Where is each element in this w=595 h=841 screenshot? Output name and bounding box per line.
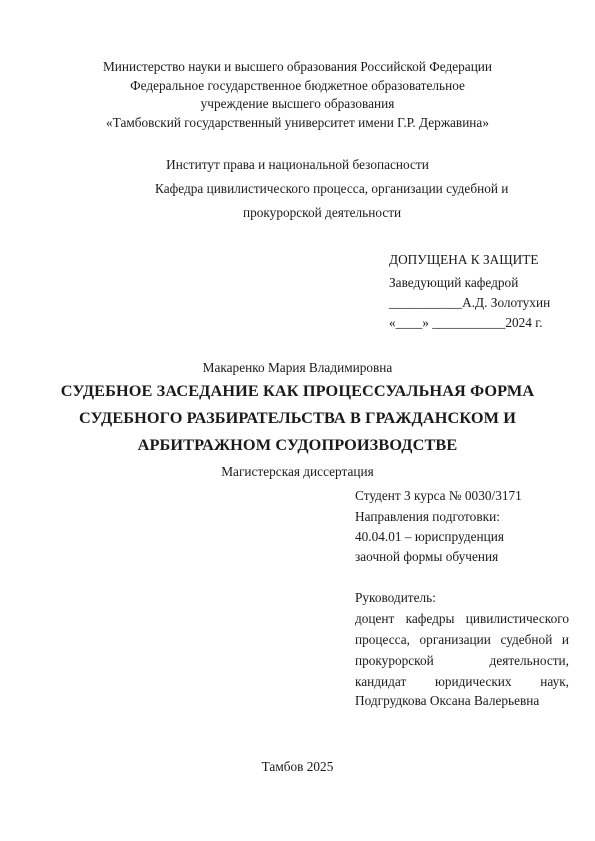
city-year: Тамбов 2025: [261, 759, 334, 774]
approval-title: ДОПУЩЕНА К ЗАЩИТЕ: [389, 252, 539, 267]
approval-role: Заведующий кафедрой: [389, 275, 519, 290]
work-type: Магистерская диссертация: [221, 464, 374, 479]
institute-name: Институт права и национальной безопасности: [166, 157, 429, 172]
supervisor-name: Подгрудкова Оксана Валерьевна: [355, 693, 540, 708]
institution-line-1: Федеральное государственное бюджетное образовательное: [130, 78, 465, 93]
study-form: заочной формы обучения: [355, 549, 499, 564]
student-course: Студент 3 курса № 0030/3171: [355, 488, 522, 503]
department-line-2: прокурорской деятельности: [243, 205, 402, 220]
supervisor-position-line-2: процесса, организации судебной и: [355, 632, 569, 647]
department-line-1: Кафедра цивилистического процесса, организации судебной и: [155, 181, 509, 196]
supervisor-position-line-1: доцент кафедры цивилистического: [355, 611, 569, 626]
author-name: Макаренко Мария Владимировна: [202, 360, 393, 375]
approval-date-line: «____» ___________2024 г.: [389, 315, 543, 330]
thesis-title-line-1: СУДЕБНОЕ ЗАСЕДАНИЕ КАК ПРОЦЕССУАЛЬНАЯ ФОРМА: [60, 381, 535, 400]
approval-signature-line: ___________А.Д. Золотухин: [389, 295, 551, 310]
direction-label: Направления подготовки:: [355, 509, 500, 524]
thesis-title-line-3: АРБИТРАЖНОМ СУДОПРОИЗВОДСТВЕ: [137, 435, 458, 454]
supervisor-degree: кандидат юридических наук,: [355, 674, 569, 689]
supervisor-position-line-3: прокурорской деятельности,: [355, 653, 569, 668]
supervisor-label: Руководитель:: [355, 590, 436, 605]
institution-line-2: учреждение высшего образования: [200, 96, 395, 111]
thesis-title-line-2: СУДЕБНОГО РАЗБИРАТЕЛЬСТВА В ГРАЖДАНСКОМ И: [78, 408, 517, 427]
direction-value: 40.04.01 – юриспруденция: [355, 529, 504, 544]
ministry-line: Министерство науки и высшего образования Российской Федерации: [102, 59, 493, 74]
university-name: «Тамбовский государственный университет имени Г.Р. Державина»: [106, 115, 489, 130]
